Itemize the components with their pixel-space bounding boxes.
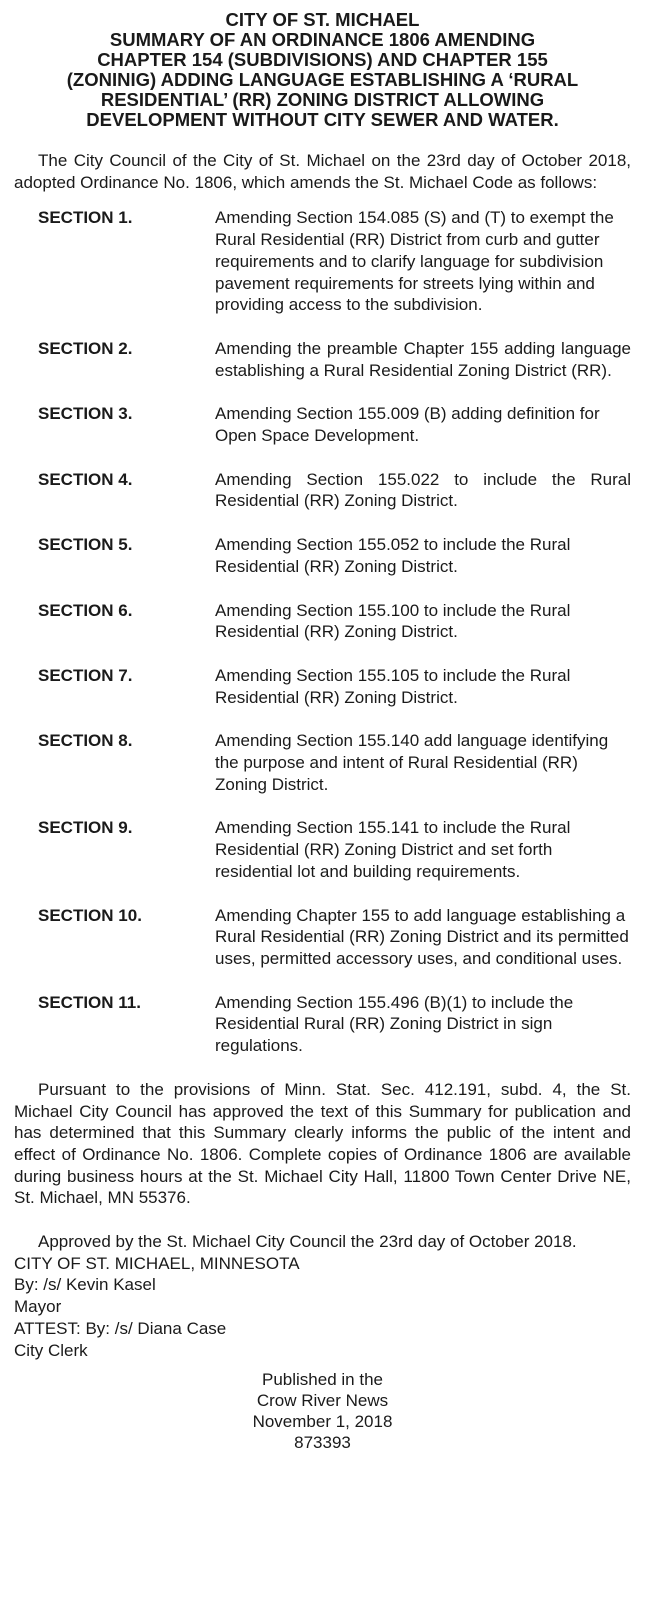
signature-line: City Clerk	[14, 1340, 88, 1360]
section-text: Amending Section 155.141 to include the Rural Residential (RR) Zoning District and set forth residential lot and building requirements.	[215, 818, 571, 881]
signature-line: ATTEST: By: /s/ Diana Case	[14, 1318, 227, 1338]
section-text: Amending Section 155.140 add language identifying the purpose and intent of Rural Residential (RR) Zoning District.	[215, 731, 609, 794]
section-label: SECTION 1.	[38, 208, 133, 228]
signature-line: Mayor	[14, 1297, 62, 1317]
publication-line: Crow River News	[256, 1391, 389, 1411]
section-label: SECTION 5.	[38, 535, 133, 555]
section-label: SECTION 9.	[38, 818, 133, 838]
section-9	[38, 817, 631, 882]
section-6	[38, 600, 631, 643]
section-text: Amending Section 155.009 (B) adding definition for Open Space Development.	[215, 404, 600, 446]
notice-title	[14, 10, 631, 130]
section-10	[38, 905, 631, 970]
section-label: SECTION 3.	[38, 404, 133, 424]
section-text: Amending Chapter 155 to add language establishing a Rural Residential (RR) Zoning District and its permitted uses, permitted accessory uses, and conditional uses.	[215, 905, 629, 968]
signature-block	[14, 1253, 631, 1362]
publication-line: 873393	[294, 1433, 351, 1453]
section-text: Amending Section 155.052 to include the Rural Residential (RR) Zoning District.	[215, 535, 571, 576]
section-5	[38, 534, 631, 577]
section-text: Amending the preamble Chapter 155 adding language establishing a Rural Residential Zoning District (RR).	[215, 338, 631, 380]
publication-line: Published in the	[262, 1370, 383, 1390]
section-text: Amending Section 155.022 to include the Rural Residential (RR) Zoning District.	[215, 469, 631, 511]
section-11	[38, 992, 631, 1057]
title-line: CITY OF ST. MICHAEL	[225, 9, 420, 30]
section-label: SECTION 11.	[38, 992, 141, 1012]
section-text: Amending Section 154.085 (S) and (T) to exempt the Rural Residential (RR) District from curb and gutter requirements and to clarify language for subdivision pavement requirements for streets lying within and providing access to the subdivision.	[215, 208, 614, 315]
section-1	[38, 207, 631, 316]
approval-paragraph: Approved by the St. Michael City Council the 23rd day of October 2018.	[38, 1232, 577, 1252]
section-text: Amending Section 155.496 (B)(1) to include the Residential Rural (RR) Zoning District in sign regulations.	[215, 992, 574, 1056]
title-line: (ZONINIG) ADDING LANGUAGE ESTABLISHING A ‘RURAL	[66, 69, 579, 90]
section-8	[38, 730, 631, 795]
intro-paragraph: The City Council of the City of St. Michael on the 23rd day of October 2018, adopted Ordinance No. 1806, which amends the St. Michael Code as follows:	[14, 151, 631, 192]
section-label: SECTION 4.	[38, 469, 133, 489]
title-line: DEVELOPMENT WITHOUT CITY SEWER AND WATER.	[86, 109, 559, 130]
title-line: CHAPTER 154 (SUBDIVISIONS) AND CHAPTER 155	[97, 49, 548, 70]
section-2	[38, 338, 631, 381]
section-label: SECTION 7.	[38, 665, 133, 685]
section-7	[38, 665, 631, 708]
section-label: SECTION 6.	[38, 600, 133, 620]
title-line: RESIDENTIAL’ (RR) ZONING DISTRICT ALLOWING	[100, 89, 545, 110]
section-text: Amending Section 155.105 to include the Rural Residential (RR) Zoning District.	[215, 665, 571, 707]
publication-line: November 1, 2018	[252, 1412, 393, 1432]
signature-line: By: /s/ Kevin Kasel	[14, 1275, 156, 1295]
section-label: SECTION 10.	[38, 905, 142, 925]
section-label: SECTION 2.	[38, 338, 133, 358]
signature-line: CITY OF ST. MICHAEL, MINNESOTA	[14, 1253, 300, 1273]
section-label: SECTION 8.	[38, 731, 133, 751]
section-text: Amending Section 155.100 to include the Rural Residential (RR) Zoning District.	[215, 600, 571, 642]
publication-info	[14, 1369, 631, 1453]
pursuant-paragraph: Pursuant to the provisions of Minn. Stat. Sec. 412.191, subd. 4, the St. Michael City Council has approved the text of this Summary for publication and has determined that this Summary clearly informs the public of the intent and effect of Ordinance No. 1806. Complete copies of Ordinance 1806 are available during business hours at the St. Michael City Hall, 11800 Town Center Drive NE, St. Michael, MN 55376.	[14, 1079, 631, 1208]
title-line: SUMMARY OF AN ORDINANCE 1806 AMENDING	[109, 29, 536, 50]
section-4	[38, 469, 631, 512]
section-3	[38, 403, 631, 446]
